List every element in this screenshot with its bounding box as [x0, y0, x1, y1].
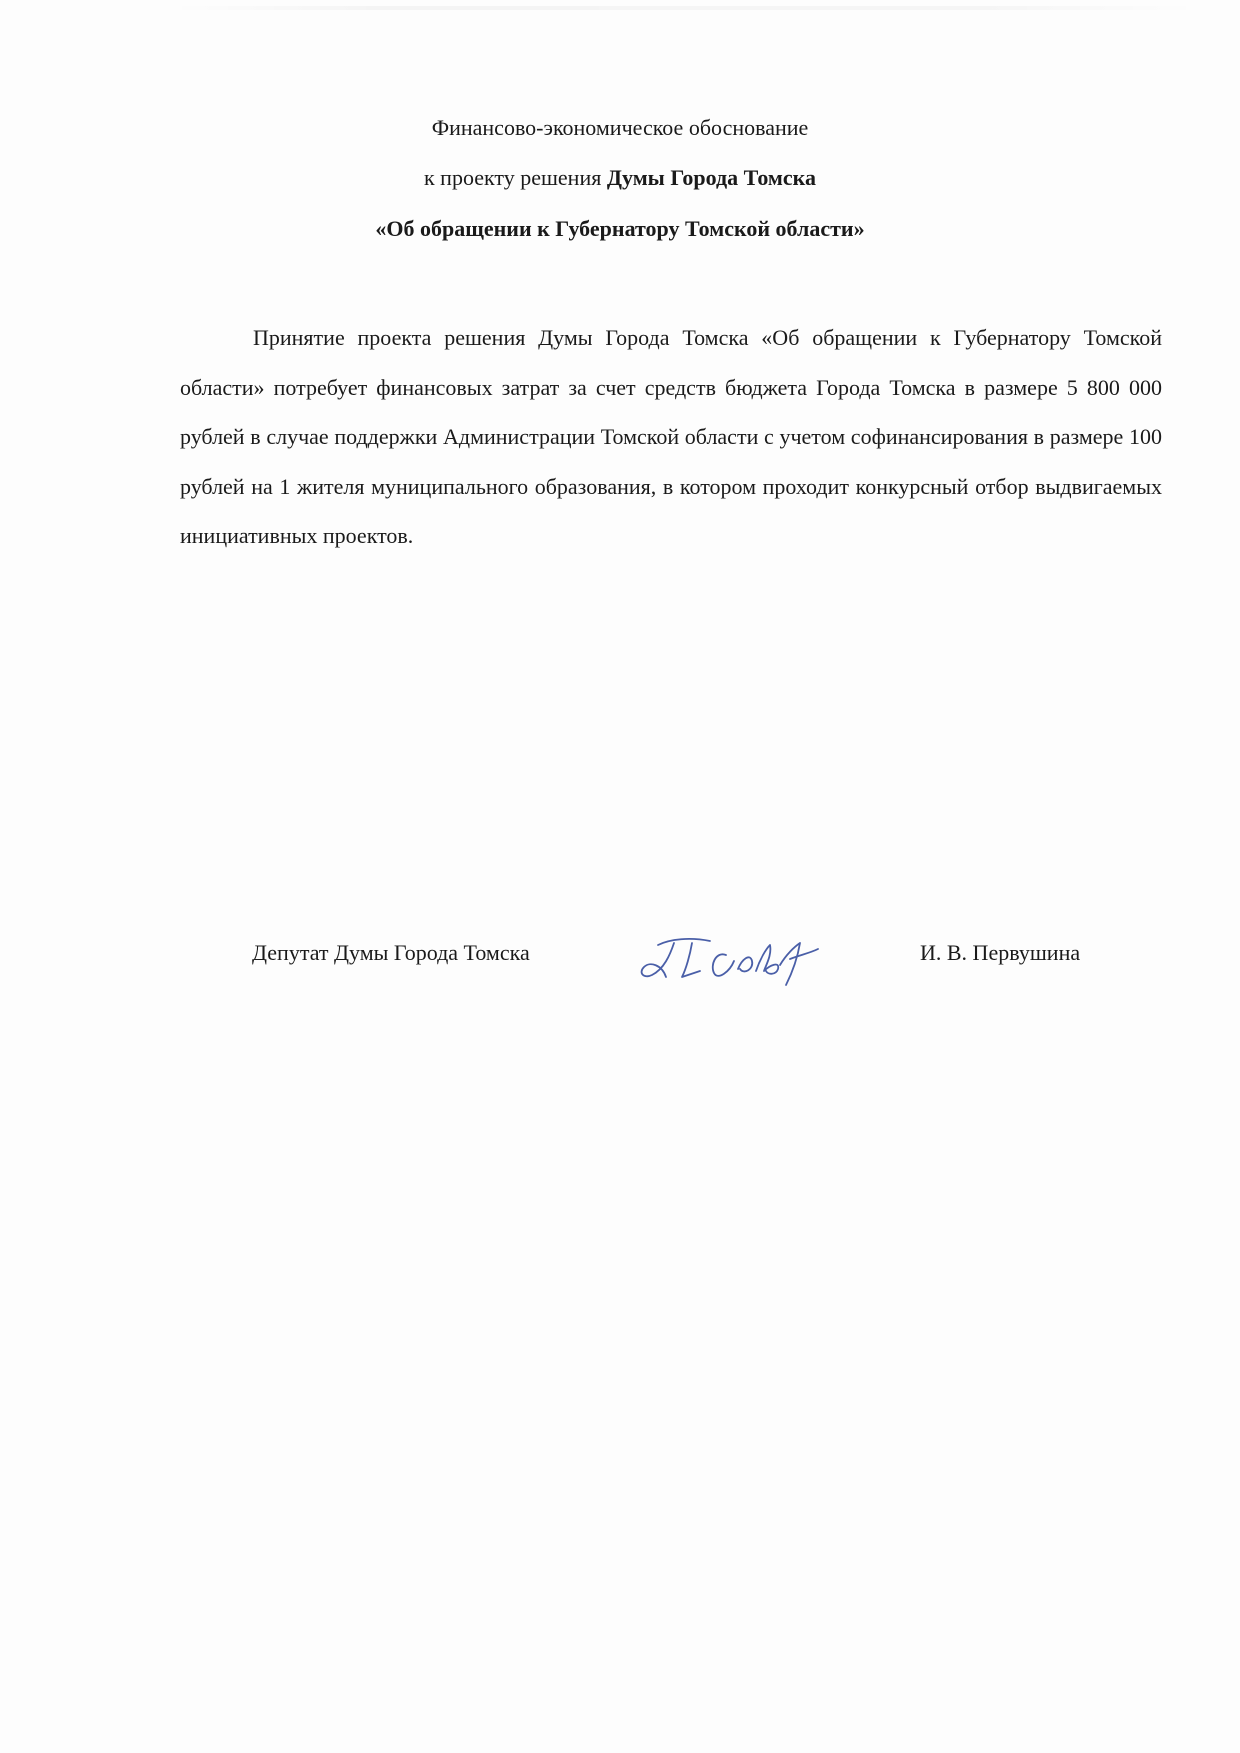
document-subtitle: [0, 163, 1240, 193]
subtitle-prefix: к проекту решения: [423, 165, 607, 190]
document-title: Финансово-экономическое обоснование: [431, 115, 809, 140]
handwritten-signature: [630, 925, 825, 995]
subtitle-organization: Думы Города Томска: [606, 165, 817, 190]
signer-position: Депутат Думы Города Томска: [252, 940, 530, 965]
body-paragraph: Принятие проекта решения Думы Города Томска «Об обращении к Губернатору Томской области» потребует финансовых затрат за счет средств бюджета Города Томска в размере 5 800 000 рублей в случае поддержки Администрации Томской области с учетом софинансирования в размере 100 рублей на 1 жителя муниципального образования, в котором проходит конкурсный отбор выдвигаемых инициативных проектов.: [180, 325, 1162, 548]
signer-name: И. В. Первушина: [920, 940, 1081, 965]
scan-edge-artifact: [170, 6, 1200, 10]
signature-block: [0, 925, 1240, 995]
decision-title: «Об обращении к Губернатору Томской области»: [375, 216, 865, 241]
